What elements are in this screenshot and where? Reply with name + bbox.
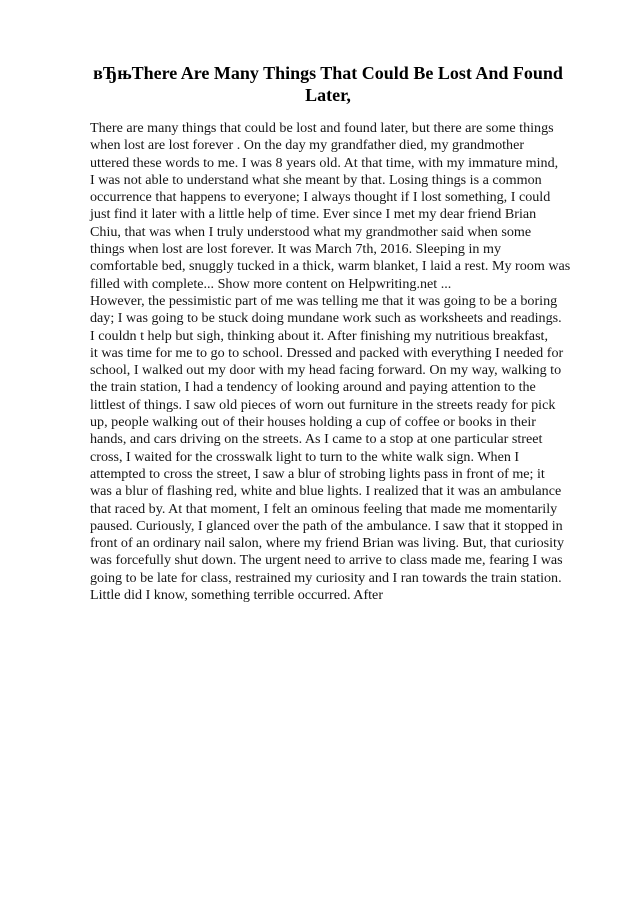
body-line: hands, and cars driving on the streets. As I came to a stop at one particular street <box>90 431 543 448</box>
body-line: filled with complete... Show more content on Helpwriting.net ... <box>90 275 452 292</box>
body-line: things when lost are lost forever. It was March 7th, 2016. Sleeping in my <box>90 241 501 258</box>
body-line: uttered these words to me. I was 8 years old. At that time, with my immature mind, <box>90 154 559 171</box>
body-line: paused. Curiously, I glanced over the path of the ambulance. I saw that it stopped in <box>90 517 563 534</box>
body-line: front of an ordinary nail salon, where my friend Brian was living. But, that curiosity <box>90 535 564 552</box>
body-line: Chiu, that was when I truly understood what my grandmother said when some <box>90 223 532 240</box>
body-line: cross, I waited for the crosswalk light to turn to the white walk sign. When I <box>90 448 520 465</box>
body-line: going to be late for class, restrained my curiosity and I ran towards the train station. <box>90 569 562 586</box>
body-line: I couldn t help but sigh, thinking about it. After finishing my nutritious breakfast, <box>90 327 548 344</box>
body-line: up, people walking out of their houses holding a cup of coffee or books in their <box>90 414 536 431</box>
body-line: However, the pessimistic part of me was telling me that it was going to be a boring <box>90 292 558 309</box>
body-line: attempted to cross the street, I saw a blur of strobing lights pass in front of me; it <box>90 465 545 482</box>
document-title: вЂњThere Are Many Things That Could Be Lost And Found Later, <box>93 63 563 105</box>
body-line: occurrence that happens to everyone; I always thought if I lost something, I could <box>90 189 551 206</box>
body-line: was a blur of flashing red, white and blue lights. I realized that it was an ambulance <box>90 483 562 500</box>
document-body <box>90 120 595 604</box>
body-line: day; I was going to be stuck doing mundane work such as worksheets and readings. <box>90 310 562 327</box>
body-line: that raced by. At that moment, I felt an ominous feeling that made me momentarily <box>90 500 558 517</box>
body-line: was forcefully shut down. The urgent need to arrive to class made me, fearing I was <box>90 552 563 569</box>
body-line: it was time for me to go to school. Dressed and packed with everything I needed for <box>90 344 564 361</box>
body-line: comfortable bed, snuggly tucked in a thick, warm blanket, I laid a rest. My room was <box>90 258 571 275</box>
body-line: just find it later with a little help of time. Ever since I met my dear friend Brian <box>90 206 537 223</box>
body-line: There are many things that could be lost and found later, but there are some things <box>90 120 554 136</box>
body-line: when lost are lost forever . On the day my grandfather died, my grandmother <box>90 137 525 154</box>
body-line: school, I walked out my door with my head facing forward. On my way, walking to <box>90 362 562 379</box>
body-line: littlest of things. I saw old pieces of worn out furniture in the streets ready for pick <box>90 396 556 413</box>
body-line: the train station, I had a tendency of looking around and paying attention to the <box>90 379 536 396</box>
body-line: Little did I know, something terrible occurred. After <box>90 587 384 604</box>
body-line: I was not able to understand what she meant by that. Losing things is a common <box>90 171 542 188</box>
